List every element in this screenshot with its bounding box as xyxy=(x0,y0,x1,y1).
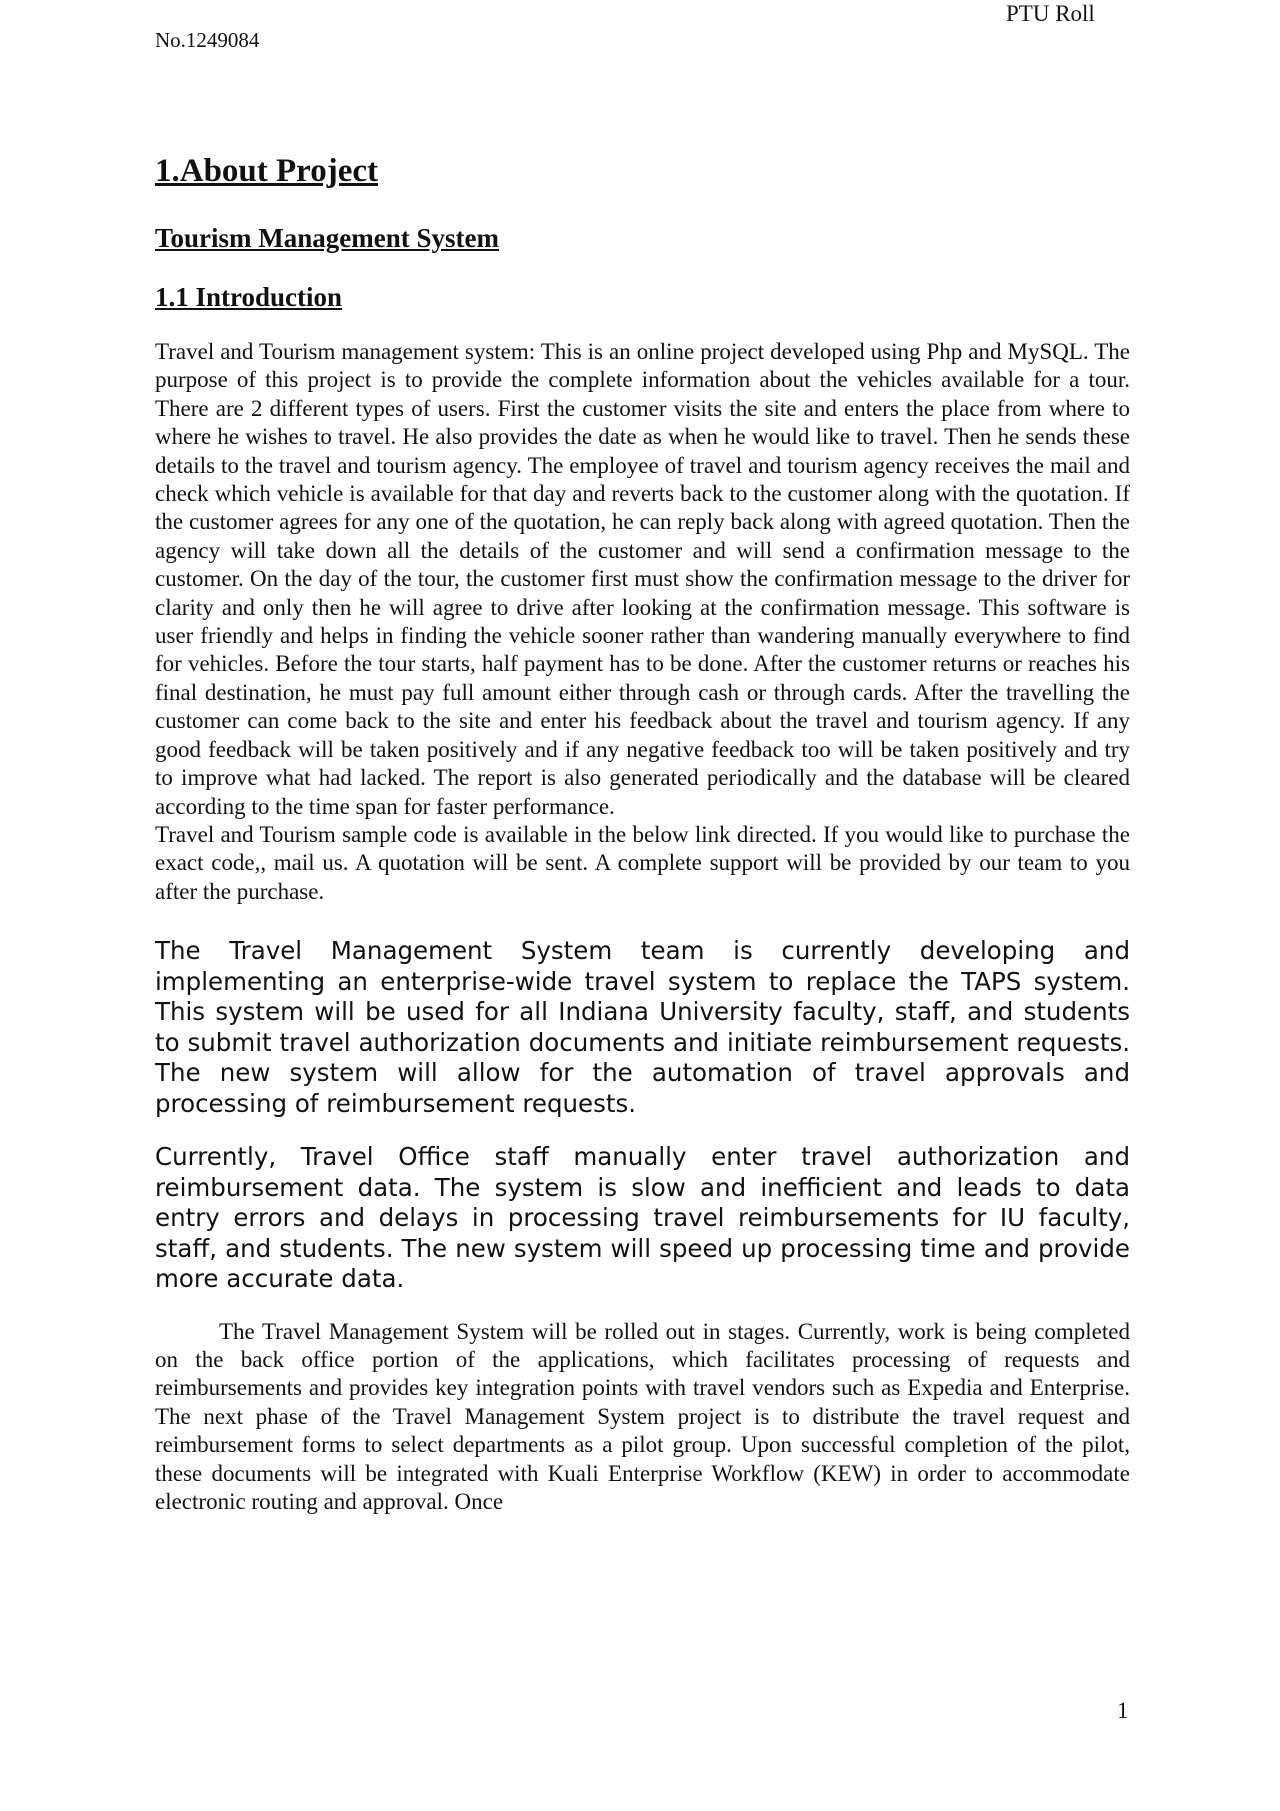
spacer xyxy=(155,906,1130,936)
paragraph-sample-code: Travel and Tourism sample code is available in the below link directed. If you would like to purchase the exact code,, mail us. A quotation will be sent. A complete support will be provided by our team to you after the purchase. xyxy=(155,821,1130,904)
project-title: Tourism Management System xyxy=(155,223,499,253)
section-heading-introduction: 1.1 Introduction xyxy=(155,282,343,312)
spacer xyxy=(155,1119,1130,1142)
header-roll-number: No.1249084 xyxy=(155,28,260,52)
paragraph-rollout: The Travel Management System will be rolled out in stages. Currently, work is being completed on the back office portion of the applications, which facilitates processing of requests and reimbursements and provides key integration points with travel vendors such as Expedia and Enterprise. The next phase of the Travel Management System project is to distribute the travel request and reimbursement forms to select departments as a pilot group. Upon successful completion of the pilot, these documents will be integrated with Kuali Enterprise Workflow (KEW) in order to accommodate electronic routing and approval. Once xyxy=(155,1318,1130,1515)
spacer xyxy=(155,1295,1130,1318)
paragraph-overview: Travel and Tourism management system: This is an online project developed using Php and MySQL. The purpose of this project is to provide the complete information about the vehicles available for a tour. There are 2 different types of users. First the customer visits the site and enters the place from where to where he wishes to travel. He also provides the date as when he would like to travel. Then he sends these details to the travel and tourism agency. The employee of travel and tourism agency receives the mail and check which vehicle is available for that day and reverts back to the customer along with the quotation. If the customer agrees for any one of the quotation, he can reply back along with agreed quotation. Then the agency will take down all the details of the customer and will send a confirmation message to the customer. On the day of the tour, the customer first must show the confirmation message to the driver for clarity and only then he will agree to drive after looking at the confirmation message. This software is user friendly and helps in finding the vehicle sooner rather than wandering manually everywhere to find for vehicles. Before the tour starts, half payment has to be done. After the customer returns or reaches his final destination, he must pay full amount either through cash or through cards. After the travelling the customer can come back to the site and enter his feedback about the travel and tourism agency. If any good feedback will be taken positively and if any negative feedback too will be taken positively and try to improve what had lacked. The report is also generated periodically and the database will be cleared according to the time span for faster performance. xyxy=(155,339,1130,819)
paragraph-team-development: The Travel Management System team is currently developing and implementing an enterprise-wide travel system to replace the TAPS system. This system will be used for all Indiana University faculty, staff, and students to submit travel authorization documents and initiate reimbursement requests. The new system will allow for the automation of travel approvals and processing of reimbursement requests. xyxy=(155,936,1130,1118)
header-roll-label: PTU Roll xyxy=(1006,1,1095,26)
page-content xyxy=(155,150,1130,1516)
page-number: 1 xyxy=(1117,1698,1129,1723)
section-heading-about: 1.About Project xyxy=(155,153,379,189)
paragraph-current-process: Currently, Travel Office staff manually enter travel authorization and reimbursement data. The system is slow and inefficient and leads to data entry errors and delays in processing travel reimbursements for IU faculty, staff, and students. The new system will speed up processing time and provide more accurate data. xyxy=(155,1142,1130,1294)
